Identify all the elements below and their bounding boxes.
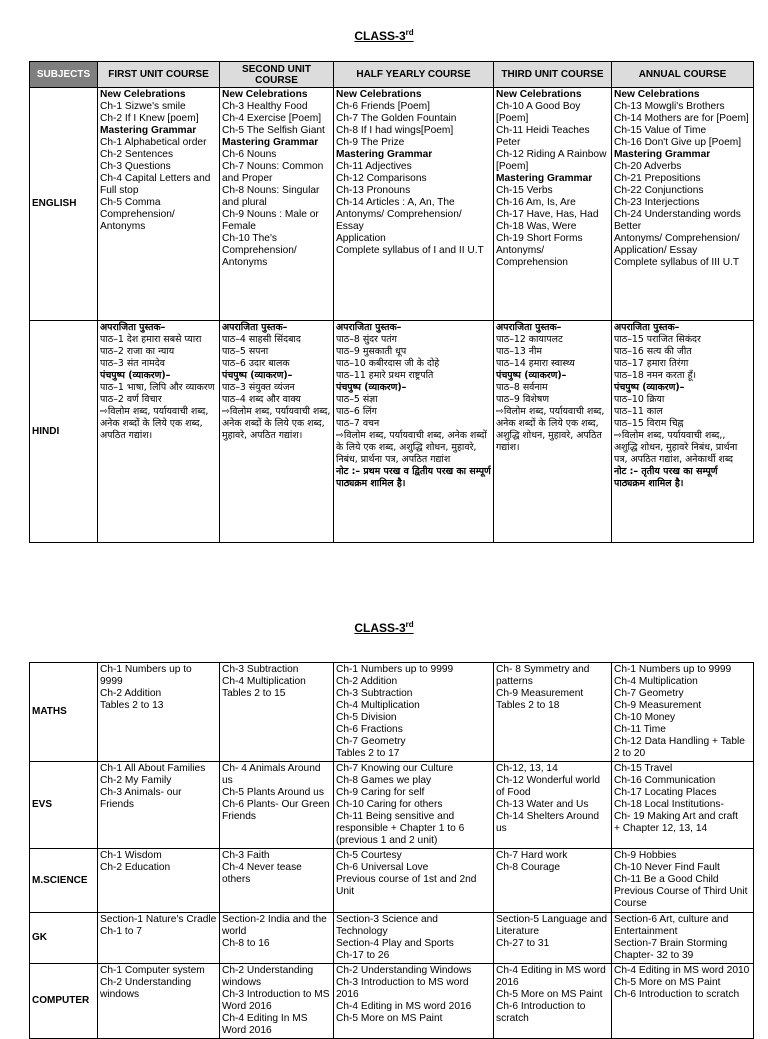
course-line: Application <box>336 233 386 244</box>
subject-cell: HINDI <box>30 321 98 543</box>
course-cell <box>494 913 612 964</box>
course-line: पाठ–4 शब्द और वाक्य <box>222 394 301 405</box>
course-line: Ch-4 Editing in MS word 2016 <box>496 965 606 988</box>
course-line: Complete syllabus of I and II U.T <box>336 245 484 256</box>
course-line: पाठ–9 मुसकाती धूप <box>336 346 407 357</box>
course-line: Section-2 India and the world <box>222 914 327 937</box>
course-line: Ch-4 Multiplication <box>614 676 698 687</box>
course-line: Ch-16 Communication <box>614 775 716 786</box>
course-line: Ch-4 Multiplication <box>336 700 420 711</box>
subject-row-mscience <box>30 849 754 913</box>
course-line: पाठ–8 सर्वनाम <box>496 382 548 393</box>
course-line: Ch-27 to 31 <box>496 938 550 949</box>
course-line: Ch-21 Prepositions <box>614 173 701 184</box>
course-cell <box>612 849 754 913</box>
course-line: Ch-18 Was, Were <box>496 221 577 232</box>
course-cell <box>220 913 334 964</box>
course-line: Ch-1 Alphabetical order <box>100 137 207 148</box>
course-line: Previous Course of Third Unit Course <box>614 886 748 909</box>
course-line: Ch-4 Capital Letters and Full stop <box>100 173 211 196</box>
course-line: Ch-5 Division <box>336 712 397 723</box>
course-line: Ch-16 Don't Give up [Poem] <box>614 137 742 148</box>
course-line: Ch-10 The's Comprehension/ Antonyms <box>222 233 297 268</box>
course-cell <box>494 663 612 762</box>
course-cell <box>334 964 494 1039</box>
course-line: पाठ–15 विराम चिह्न <box>614 418 684 429</box>
header-row <box>30 62 754 88</box>
course-cell <box>334 762 494 849</box>
course-line: पाठ–3 संयुक्त व्यंजन <box>222 382 295 393</box>
course-line: Antonyms/ Comprehension <box>496 245 568 268</box>
course-line: Ch-6 Friends [Poem] <box>336 101 430 112</box>
course-cell <box>494 762 612 849</box>
course-line: Ch-5 The Selfish Giant <box>222 125 325 136</box>
page-title <box>0 28 768 43</box>
course-line: अपराजिता पुस्तक– <box>222 322 288 333</box>
course-line: Ch-1 Numbers up to 9999 <box>614 664 732 675</box>
course-line: Ch-3 Questions <box>100 161 171 172</box>
course-line: Ch-7 Geometry <box>336 736 406 747</box>
course-line: Ch-3 Introduction to MS word 2016 <box>336 977 469 1000</box>
course-line: Ch-4 Multiplication <box>222 676 306 687</box>
course-line: Ch-15 Verbs <box>496 185 553 196</box>
course-line: Ch-2 If I Knew [poem] <box>100 113 199 124</box>
course-line: पंचपुष्प (व्याकरण)– <box>496 370 567 381</box>
course-line: Antonyms/ Comprehension/ Application/ Essay <box>614 233 740 256</box>
course-line: Ch-3 Animals- our Friends <box>100 787 182 810</box>
course-line: Antonyms/ Comprehension/ Essay <box>336 209 462 232</box>
course-line: Ch-11 Be a Good Child <box>614 874 719 885</box>
course-line: ⇨विलोम शब्द, पर्यायवाची शब्द, अनेक शब्दों के लिये एक शब्द, अशुद्धि शोधन, मुहावरे, अपठित गद्यांश। <box>496 406 605 453</box>
course-line: Ch-1 Wisdom <box>100 850 162 861</box>
course-line: Ch-16 Am, Is, Are <box>496 197 576 208</box>
course-line: Ch-9 Measurement <box>614 700 702 711</box>
course-line: पंचपुष्प (व्याकरण)– <box>100 370 171 381</box>
course-line: Ch-7 Hard work <box>496 850 568 861</box>
course-cell <box>334 913 494 964</box>
subject-row-evs <box>30 762 754 849</box>
course-line: Ch-15 Travel <box>614 763 673 774</box>
course-line: ⇨विलोम शब्द, पर्यायवाची शब्द,, अशुद्धि शोधन, मुहावरे निबंध, प्रार्थना पत्र, अपठित गद्यांश, अनेकार्थी शब्द <box>614 430 738 465</box>
course-line: Ch-2 My Family <box>100 775 172 786</box>
course-cell <box>494 964 612 1039</box>
course-line: पाठ–2 वर्ण विचार <box>100 394 162 405</box>
course-line: Mastering Grammar <box>496 173 593 184</box>
course-line: New Celebrations <box>100 89 186 100</box>
course-cell <box>334 663 494 762</box>
course-line: ⇨विलोम शब्द, पर्यायवाची शब्द, अनेक शब्दों के लिये एक शब्द, मुहावरे, अपठित गद्यांश। <box>222 406 331 441</box>
course-line: Ch- 8 Symmetry and patterns <box>496 664 590 687</box>
course-line: Ch-5 Comma <box>100 197 161 208</box>
course-line: Ch-6 Nouns <box>222 149 277 160</box>
course-line: Section-6 Art, culture and Entertainment <box>614 914 729 937</box>
course-line: Ch-19 Short Forms <box>496 233 583 244</box>
course-line: Ch-8 Courage <box>496 862 560 873</box>
course-line: Ch-3 Subtraction <box>222 664 299 675</box>
course-line: पाठ–13 नीम <box>496 346 543 357</box>
course-line: Ch-5 Courtesy <box>336 850 402 861</box>
course-line: पाठ–8 सुंदर पतंग <box>336 334 397 345</box>
title-suffix: rd <box>405 28 414 37</box>
course-cell <box>494 849 612 913</box>
course-line: ⇨विलोम शब्द, पर्यायवाची शब्द, अनेक शब्दों के लिये एक शब्द, अपठित गद्यांश। <box>100 406 209 441</box>
title-text: CLASS-3 <box>354 29 406 43</box>
course-cell <box>220 321 334 543</box>
course-cell <box>98 762 220 849</box>
course-line: Ch-17 Locating Places <box>614 787 717 798</box>
course-line: Ch-7 Nouns: Common and Proper <box>222 161 324 184</box>
course-line: Ch-2 Understanding Windows <box>336 965 472 976</box>
course-line: पाठ–6 लिंग <box>336 406 377 417</box>
course-line: पाठ–12 कायापलट <box>496 334 563 345</box>
course-line: Section-1 Nature's Cradle <box>100 914 217 925</box>
course-line: पाठ–14 हमारा स्वास्थ्य <box>496 358 575 369</box>
header-first-unit: FIRST UNIT COURSE <box>98 62 220 88</box>
course-line: Ch-1 Sizwe's smile <box>100 101 186 112</box>
header-half-yearly: HALF YEARLY COURSE <box>334 62 494 88</box>
course-line: Ch-15 Value of Time <box>614 125 707 136</box>
course-line: Ch-10 Caring for others <box>336 799 443 810</box>
course-line: Ch-14 Shelters Around us <box>496 811 600 834</box>
course-line: Ch-10 Money <box>614 712 676 723</box>
course-line: Ch-3 Faith <box>222 850 270 861</box>
title-text: CLASS-3 <box>354 621 406 635</box>
course-line: + Chapter 12, 13, 14 <box>614 823 708 834</box>
course-line: पंचपुष्प (व्याकरण)– <box>614 382 685 393</box>
course-line: Section-4 Play and Sports <box>336 938 454 949</box>
course-cell <box>220 88 334 321</box>
course-cell <box>334 88 494 321</box>
course-cell <box>612 762 754 849</box>
course-line: Previous course of 1st and 2nd Unit <box>336 874 477 897</box>
course-line: Ch-4 Editing in MS word 2016 <box>336 1001 472 1012</box>
course-line: ⇨विलोम शब्द, पर्यायवाची शब्द, अनेक शब्दों के लिये एक शब्द, अशुद्धि शोधन, मुहावरे, निबंध, प्रार्थना पत्र, अपठित गद्यांश <box>336 430 487 465</box>
course-cell <box>612 321 754 543</box>
course-line: Ch-10 A Good Boy [Poem] <box>496 101 581 124</box>
course-line: Ch-2 Understanding windows <box>222 965 314 988</box>
course-line: Ch- 19 Making Art and craft <box>614 811 739 822</box>
course-line: Comprehension/ Antonyms <box>100 209 175 232</box>
course-line: Tables 2 to 18 <box>496 700 560 711</box>
course-line: पंचपुष्प (व्याकरण)– <box>336 382 407 393</box>
course-line: Ch-1 All About Families <box>100 763 206 774</box>
course-line: पाठ–2 राजा का न्याय <box>100 346 175 357</box>
course-line: नोट :– प्रथम परख व द्वितीय परख का सम्पूर्ण पाठ्यक्रम शामिल है। <box>336 466 491 489</box>
course-line: अपराजिता पुस्तक– <box>336 322 402 333</box>
course-line: Ch-3 Healthy Food <box>222 101 308 112</box>
course-line: Ch-1 to 7 <box>100 926 142 937</box>
course-line: Ch-1 Computer system <box>100 965 205 976</box>
course-line: पंचपुष्प (व्याकरण)– <box>222 370 293 381</box>
course-cell <box>98 849 220 913</box>
course-line: Ch-5 More on MS Paint <box>614 977 721 988</box>
course-line: Ch-23 Interjections <box>614 197 700 208</box>
course-line: अपराजिता पुस्तक– <box>614 322 680 333</box>
course-line: Ch-13 Mowgli's Brothers <box>614 101 725 112</box>
course-line: Ch-6 Fractions <box>336 724 403 735</box>
course-line: Tables 2 to 13 <box>100 700 164 711</box>
course-line: Ch-7 Knowing our Culture <box>336 763 454 774</box>
title-suffix: rd <box>405 620 414 629</box>
course-line: पाठ–6 उदार बालक <box>222 358 290 369</box>
subject-cell: COMPUTER <box>30 964 98 1039</box>
course-line: पाठ–4 साहसी सिंदबाद <box>222 334 301 345</box>
course-line: अपराजिता पुस्तक– <box>496 322 562 333</box>
course-line: Ch-8 Games we play <box>336 775 432 786</box>
page-title-2 <box>0 620 768 635</box>
course-line: Ch-6 Plants- Our Green Friends <box>222 799 330 822</box>
course-line: पाठ–11 हमारे प्रथम राष्ट्रपति <box>336 370 434 381</box>
course-line: पाठ–5 संज्ञा <box>336 394 378 405</box>
course-line: Ch-1 Numbers up to 9999 <box>100 664 192 687</box>
course-line: पाठ–17 हमारा तिरंगा <box>614 358 689 369</box>
subject-row-computer <box>30 964 754 1039</box>
course-line: नोट :– तृतीय परख का सम्पूर्ण पाठ्यक्रम शामिल है। <box>614 466 718 489</box>
subject-row-hindi <box>30 321 754 543</box>
course-line: Ch-2 Addition <box>336 676 398 687</box>
course-cell <box>98 964 220 1039</box>
course-line: Ch-10 Never Find Fault <box>614 862 720 873</box>
course-line: Section-7 Brain Storming <box>614 938 728 949</box>
course-line: Ch-9 Nouns : Male or Female <box>222 209 319 232</box>
course-line: Section-5 Language and Literature <box>496 914 608 937</box>
course-line: Ch-8 Nouns: Singular and plural <box>222 185 320 208</box>
course-line: Ch-2 Addition <box>100 688 162 699</box>
course-line: Ch-20 Adverbs <box>614 161 682 172</box>
subject-row-english <box>30 88 754 321</box>
course-line: Ch-2 Education <box>100 862 171 873</box>
course-line: Ch-14 Articles : A, An, The <box>336 197 455 208</box>
course-line: Tables 2 to 15 <box>222 688 286 699</box>
course-line: Ch-12 Comparisons <box>336 173 427 184</box>
header-third-unit: THIRD UNIT COURSE <box>494 62 612 88</box>
course-line: Mastering Grammar <box>222 137 319 148</box>
course-line: Ch-9 Hobbies <box>614 850 677 861</box>
subject-cell: MATHS <box>30 663 98 762</box>
course-line: Ch-7 The Golden Fountain <box>336 113 457 124</box>
course-cell <box>98 321 220 543</box>
course-line: Section-3 Science and Technology <box>336 914 438 937</box>
course-line: Ch-9 The Prize <box>336 137 405 148</box>
course-line: Complete syllabus of III U.T <box>614 257 740 268</box>
course-line: Ch-2 Sentences <box>100 149 174 160</box>
course-line: Ch-8 to 16 <box>222 938 270 949</box>
syllabus-table-1 <box>29 61 754 543</box>
subject-row-gk <box>30 913 754 964</box>
subject-cell: EVS <box>30 762 98 849</box>
course-line: Ch-8 If I had wings[Poem] <box>336 125 454 136</box>
course-line: Ch-4 Editing in MS word 2010 <box>614 965 750 976</box>
course-cell <box>612 964 754 1039</box>
course-line: Ch-11 Being sensitive and responsible + Chapter 1 to 6 (previous 1 and 2 unit) <box>336 811 465 846</box>
course-line: पाठ–5 सपना <box>222 346 269 357</box>
course-line: Ch- 4 Animals Around us <box>222 763 321 786</box>
course-line: Ch-6 Introduction to scratch <box>496 1001 586 1024</box>
course-line: पाठ–15 पराजित सिकंदर <box>614 334 701 345</box>
course-line: पाठ–9 विशेषण <box>496 394 550 405</box>
course-line: पाठ–3 संत नामदेव <box>100 358 165 369</box>
subject-cell: GK <box>30 913 98 964</box>
course-line: Ch-18 Local Institutions- <box>614 799 724 810</box>
header-second-unit: SECOND UNIT COURSE <box>220 62 334 88</box>
course-cell <box>220 964 334 1039</box>
subject-cell: M.SCIENCE <box>30 849 98 913</box>
course-line: Ch-17 Have, Has, Had <box>496 209 599 220</box>
course-line: Ch-11 Adjectives <box>336 161 412 172</box>
course-line: Ch-2 Understanding windows <box>100 977 192 1000</box>
course-cell <box>220 762 334 849</box>
course-line: Tables 2 to 17 <box>336 748 400 759</box>
header-subjects: SUBJECTS <box>30 62 98 88</box>
course-cell <box>220 663 334 762</box>
course-cell <box>494 88 612 321</box>
course-line: Ch-12 Data Handling + Table 2 to 20 <box>614 736 745 759</box>
course-line: Ch-13 Pronouns <box>336 185 411 196</box>
course-cell <box>220 849 334 913</box>
course-line: Ch-9 Caring for self <box>336 787 425 798</box>
course-line: Ch-17 to 26 <box>336 950 390 961</box>
course-line: New Celebrations <box>614 89 700 100</box>
course-line: Ch-7 Geometry <box>614 688 684 699</box>
course-line: Ch-24 Understanding words Better <box>614 209 741 232</box>
course-line: Ch-6 Universal Love <box>336 862 429 873</box>
course-line: New Celebrations <box>496 89 582 100</box>
course-line: New Celebrations <box>222 89 308 100</box>
course-line: Ch-11 Time <box>614 724 666 735</box>
course-line: पाठ–16 सत्य की जीत <box>614 346 692 357</box>
course-line: पाठ–1 भाषा, लिपि और व्याकरण <box>100 382 215 393</box>
course-cell <box>612 88 754 321</box>
course-line: Ch-12, 13, 14 <box>496 763 558 774</box>
course-line: Mastering Grammar <box>614 149 711 160</box>
course-line: Ch-9 Measurement <box>496 688 584 699</box>
course-line: Ch-11 Heidi Teaches Peter <box>496 125 590 148</box>
course-line: पाठ–1 देश हमारा सबसे प्यारा <box>100 334 202 345</box>
course-cell <box>98 663 220 762</box>
course-line: पाठ–7 वचन <box>336 418 380 429</box>
course-line: Mastering Grammar <box>336 149 433 160</box>
course-line: Ch-4 Exercise [Poem] <box>222 113 322 124</box>
course-line: अपराजिता पुस्तक– <box>100 322 166 333</box>
course-line: Chapter- 32 to 39 <box>614 950 694 961</box>
course-line: पाठ–18 नमन करता हूँ। <box>614 370 697 381</box>
course-cell <box>334 849 494 913</box>
syllabus-table-2 <box>29 662 754 1039</box>
course-line: Ch-5 Plants Around us <box>222 787 324 798</box>
course-line: पाठ–11 काल <box>614 406 663 417</box>
course-cell <box>612 663 754 762</box>
header-annual: ANNUAL COURSE <box>612 62 754 88</box>
course-line: Ch-6 Introduction to scratch <box>614 989 740 1000</box>
course-line: Ch-4 Never tease others <box>222 862 302 885</box>
course-line: Ch-13 Water and Us <box>496 799 589 810</box>
course-line: Ch-3 Subtraction <box>336 688 413 699</box>
course-line: Ch-5 More on MS Paint <box>496 989 603 1000</box>
course-cell <box>98 913 220 964</box>
course-line: Ch-12 Wonderful world of Food <box>496 775 600 798</box>
course-line: New Celebrations <box>336 89 422 100</box>
course-line: Ch-3 Introduction to MS Word 2016 <box>222 989 330 1012</box>
subject-cell: ENGLISH <box>30 88 98 321</box>
course-line: Ch-22 Conjunctions <box>614 185 704 196</box>
course-line: Ch-4 Editing In MS Word 2016 <box>222 1013 308 1036</box>
course-cell <box>98 88 220 321</box>
course-line: पाठ–10 कबीरदास जी के दोहे <box>336 358 440 369</box>
course-line: Ch-1 Numbers up to 9999 <box>336 664 454 675</box>
course-line: Ch-5 More on MS Paint <box>336 1013 443 1024</box>
course-line: पाठ–10 क्रिया <box>614 394 665 405</box>
subject-row-maths <box>30 663 754 762</box>
course-cell <box>612 913 754 964</box>
course-line: Mastering Grammar <box>100 125 197 136</box>
course-line: Ch-12 Riding A Rainbow [Poem] <box>496 149 607 172</box>
course-cell <box>334 321 494 543</box>
course-cell <box>494 321 612 543</box>
course-line: Ch-14 Mothers are for [Poem] <box>614 113 749 124</box>
